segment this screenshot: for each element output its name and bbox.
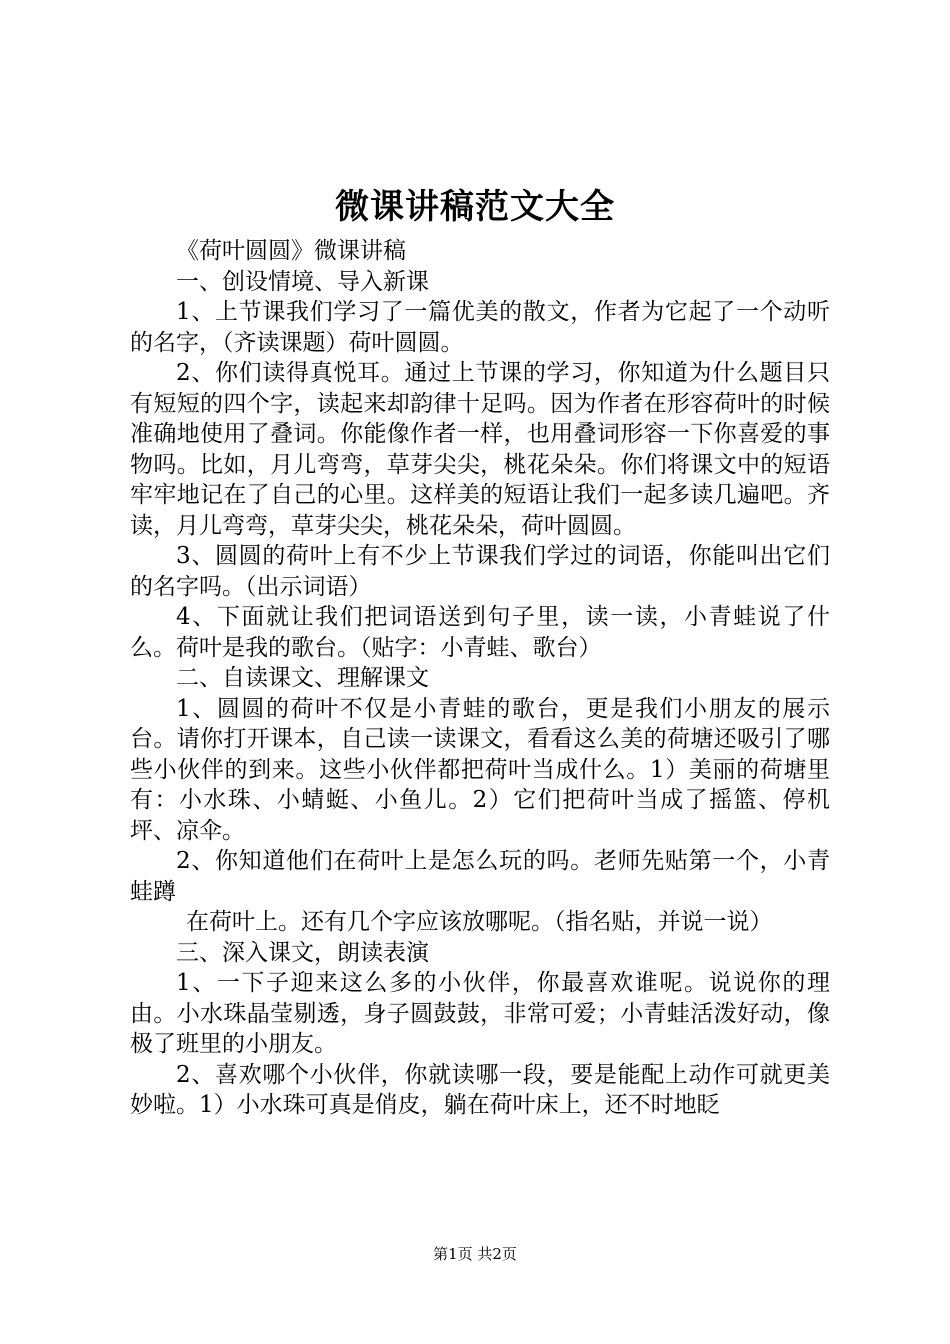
page-footer: 第1页 共2页 bbox=[433, 1245, 517, 1263]
paragraph: 4、下面就让我们把词语送到句子里，读一读，小青蛙说了什么。荷叶是我的歌台。（贴字：小青蛙、歌台） bbox=[130, 604, 830, 661]
paragraph: 3、圆圆的荷叶上有不少上节课我们学过的词语，你能叫出它们的名字吗。（出示词语） bbox=[130, 543, 830, 600]
section-heading-3: 三、深入课文，朗读表演 bbox=[176, 939, 429, 966]
section-heading-1: 一、创设情境、导入新课 bbox=[176, 268, 429, 295]
paragraph: 1、圆圆的荷叶不仅是小青蛙的歌台，更是我们小朋友的展示台。请你打开课本，自己读一读课文，看看这么美的荷塘还吸引了哪些小伙伴的到来。这些小伙伴都把荷叶当成什么。1）美丽的荷塘里有：小水珠、小蜻蜓、小鱼儿。2）它们把荷叶当成了摇篮、停机坪、凉伞。 bbox=[130, 695, 830, 844]
paragraph: 2、喜欢哪个小伙伴，你就读哪一段，要是能配上动作可就更美妙啦。1）小水珠可真是俏皮，躺在荷叶床上，还不时地眨 bbox=[130, 1061, 830, 1118]
paragraph-lesson-heading: 《荷叶圆圆》微课讲稿 bbox=[176, 238, 406, 264]
document-body bbox=[130, 236, 830, 1121]
document-title: 微课讲稿范文大全 bbox=[335, 187, 615, 227]
paragraph: 1、一下子迎来这么多的小伙伴，你最喜欢谁呢。说说你的理由。小水珠晶莹剔透，身子圆鼓鼓，非常可爱；小青蛙活泼好动，像极了班里的小朋友。 bbox=[130, 970, 830, 1057]
section-heading-2: 二、自读课文、理解课文 bbox=[176, 665, 429, 691]
paragraph: 2、你知道他们在荷叶上是怎么玩的吗。老师先贴第一个，小青蛙蹲 bbox=[130, 848, 830, 905]
paragraph: 1、上节课我们学习了一篇优美的散文，作者为它起了一个动听的名字，（齐读课题）荷叶圆圆。 bbox=[130, 299, 830, 356]
paragraph-continuation: 在荷叶上。还有几个字应该放哪呢。（指名贴，并说一说） bbox=[186, 909, 773, 935]
paragraph: 2、你们读得真悦耳。通过上节课的学习，你知道为什么题目只有短短的四个字，读起来却韵律十足吗。因为作者在形容荷叶的时候准确地使用了叠词。你能像作者一样，也用叠词形容一下你喜爱的事物吗。比如，月儿弯弯，草芽尖尖，桃花朵朵。你们将课文中的短语牢牢地记在了自己的心里。这样美的短语让我们一起多读几遍吧。齐读，月儿弯弯，草芽尖尖，桃花朵朵，荷叶圆圆。 bbox=[130, 360, 830, 539]
